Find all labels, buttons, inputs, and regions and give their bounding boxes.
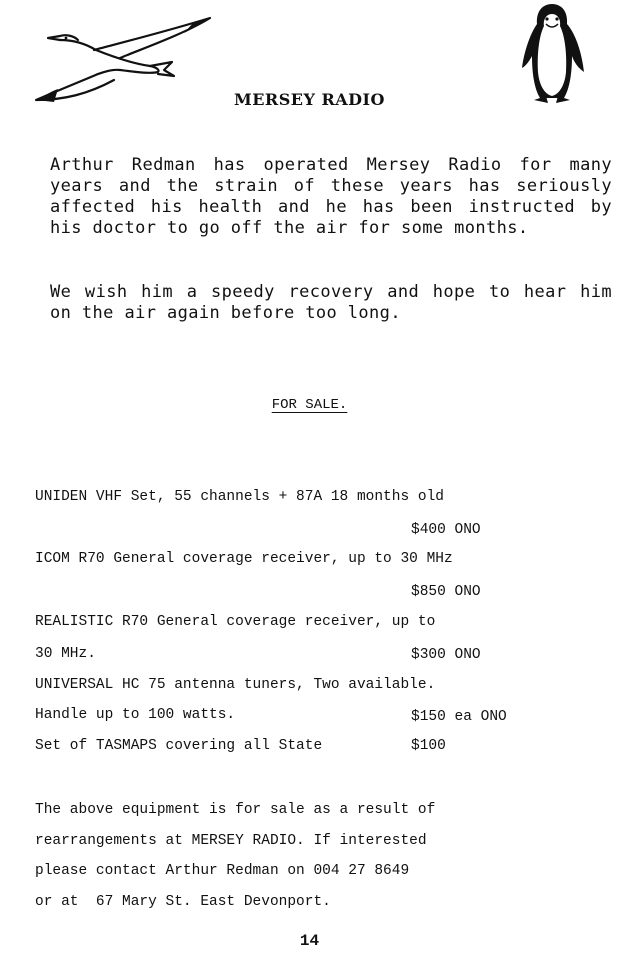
for-sale-heading: FOR SALE. — [271, 397, 348, 413]
sale-item-description: UNIVERSAL HC 75 antenna tuners, Two available. — [35, 677, 436, 693]
sale-item-price: $850 ONO — [411, 584, 481, 600]
sale-item-price: $300 ONO — [411, 647, 481, 663]
sale-item-price: $100 — [411, 738, 446, 754]
sale-item-description: REALISTIC R70 General coverage receiver, up to — [35, 614, 436, 630]
closing-text-line: rearrangements at MERSEY RADIO. If interested — [35, 833, 427, 849]
closing-text-line: please contact Arthur Redman on 004 27 8649 — [35, 863, 410, 879]
closing-text-line: or at 67 Mary St. East Devonport. — [35, 894, 331, 910]
page-title: MERSEY RADIO — [234, 90, 385, 109]
page-number: 14 — [299, 932, 320, 950]
sale-item-description: UNIDEN VHF Set, 55 channels + 87A 18 months old — [35, 489, 444, 505]
sale-item-description: Set of TASMAPS covering all State — [35, 738, 323, 754]
sale-item-description-cont: 30 MHz. — [35, 646, 96, 662]
article-paragraph: We wish him a speedy recovery and hope to hear him on the air again before too long. — [50, 282, 612, 323]
closing-text-line: The above equipment is for sale as a result of — [35, 802, 436, 818]
sale-item-price: $400 ONO — [411, 522, 481, 538]
article-paragraph: Arthur Redman has operated Mersey Radio for many years and the strain of these years has seriously affected his health and he has been instructed by his doctor to go off the air for some months. — [50, 155, 612, 238]
sale-item-description: ICOM R70 General coverage receiver, up to 30 MHz — [35, 551, 453, 567]
sale-item-description-cont: Handle up to 100 watts. — [35, 707, 236, 723]
sale-item-price: $150 ea ONO — [411, 709, 507, 725]
